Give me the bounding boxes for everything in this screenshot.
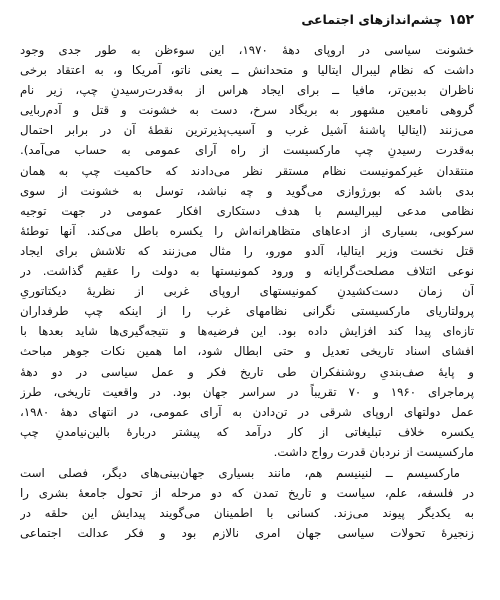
text-line: خشونت سیاسی در اروپای دههٔ ۱۹۷۰، این سوءظن به طور جدی وجود <box>20 43 474 57</box>
text-line: یکسره خلاف تبلیغاتی از کار درآمد که پیشتر دربارهٔ بالین‌نیامدنِ چپ <box>20 424 474 439</box>
body-text <box>20 40 474 543</box>
text-line: سرکوبی، بسیاری از ادعاهای متظاهرانه‌اش را یکسره باطل می‌کند. آنها توطئهٔ <box>20 223 474 238</box>
text-line: در فلسفه، علم، سیاست و تاریخ تمدن که دو مرحله از تحول جامعهٔ بشری را <box>20 486 474 501</box>
text-line: مارکسیسم ــ لنینیسم هم، مانند بسیاری جهان‌بینی‌های دیگر، فصلی است <box>20 465 460 480</box>
text-line: می‌زنند (ایتالیا پاشنهٔ آشیل غرب و آسیب‌پذیرترین نقطهٔ آن در برابر احتمال <box>20 123 474 138</box>
text-line: داشت که نظام لیبرال ایتالیا و متحدانش ــ یعنی ناتو، آمریکا و، به اعتقاد برخی <box>20 63 474 78</box>
book-title: چشم‌اندازهای اجتماعی <box>301 12 443 27</box>
text-line: افشای اسناد تاریخی تعدیل و حتی ابطال شود، اما همین نکات جوهر مباحث <box>20 344 474 359</box>
text-line: بدی باشد که بورژوازی می‌گوید و چه نباشد، توسل به خشونت از سوی <box>20 183 474 198</box>
text-line: قتل نخست وزیر ایتالیا، آلدو مورو، را مثال می‌زنند که تلاشش برای ایجاد <box>20 243 474 258</box>
text-line: منتقدان غیرکمونیست نظام مستقر نظر می‌دادند که حاکمیت چپ به همان <box>20 163 474 178</box>
text-line: گروهی نامعین مشهور به بریگاد سرخ، دست به خشونت و قتل و آدم‌ربایی <box>20 103 474 118</box>
text-line: زنجیرهٔ تحولات سیاسی جهان امری نالازم بود و فکر عدالت اجتماعی <box>20 526 474 541</box>
text-line: نظامی مدعی لیبرالیسم با هدف دستکاری افکار عمومی در جهت توجیه <box>20 203 474 218</box>
text-line: پرماجرای ۱۹۶۰ و ۷۰ تقریباً در سراسر جهان بود. در واقعیت تاریخی، طرز <box>20 384 474 399</box>
text-line: ناظران بدبین‌تر، مافیا ــ برای ایجاد هراس از به‌قدرت‌رسیدنِ چپ، زیر نام <box>20 83 474 98</box>
text-line: نوعی ائتلاف مصلحت‌گرایانه و ورود کمونیستها به دولت را عقیم گذاشت. در <box>20 264 474 279</box>
text-line: تازه‌ای پیدا کند افزایش داده بود. این فرضیه‌ها و نتیجه‌گیری‌ها شاید بعدها با <box>20 324 474 339</box>
page-number: ۱۵۲ <box>448 12 474 28</box>
text-line: آن زمان دست‌کشیدنِ کمونیستهای اروپای غربی از نظریهٔ دیکتاتوریِ <box>20 284 474 299</box>
text-line: به یکدیگر پیوند می‌زند. کسانی با اطمینان می‌گویند پیدایش این حلقه در <box>20 506 474 521</box>
text-line: و پایهٔ صف‌بندیِ روشنفکران طی تاریخ فکر و عمل سیاسی در دو دههٔ <box>20 364 474 379</box>
text-line: عمل دولتهای اروپای شرقی در تن‌دادن به آرای عمومی، در انتهای دههٔ ۱۹۸۰، <box>20 404 474 419</box>
text-line: مارکسیست از نردبان قدرت رواج داشت. <box>273 444 474 459</box>
running-header <box>20 12 474 34</box>
text-line: پرولتاریای مارکسیستی نگرانی نظامهای غرب را از اینکه چپ طرفداران <box>20 304 474 319</box>
text-line: به‌قدرت رسیدنِ چپ مارکسیست از راه آرای عمومی به حساب می‌آمد). <box>20 143 474 158</box>
